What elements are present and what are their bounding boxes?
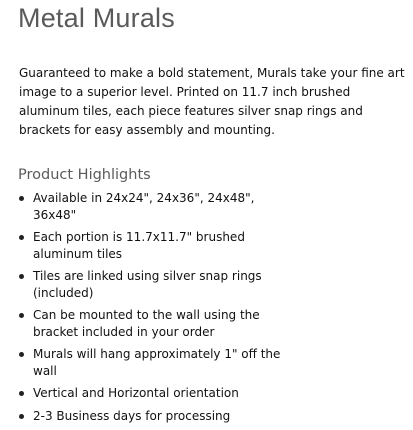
bullet-icon — [19, 196, 24, 201]
list-item-text: 2-3 Business days for processing — [33, 408, 231, 423]
bullet-icon — [19, 274, 24, 279]
list-item-text: Murals will hang approximately 1" off the — [33, 347, 281, 361]
list-item — [0, 408, 280, 425]
list-item-text: aluminum tiles — [33, 246, 123, 261]
list-item — [0, 307, 280, 340]
intro-paragraph — [19, 64, 411, 140]
list-item-text: 36x48" — [33, 207, 77, 222]
list-item-text: bracket included in your order — [33, 324, 215, 339]
list-item-text: Tiles are linked using silver snap rings — [33, 269, 262, 283]
list-item-text: Each portion is 11.7x11.7" brushed — [33, 230, 245, 244]
list-item-text: Can be mounted to the wall using the — [33, 308, 260, 322]
bullet-icon — [19, 414, 24, 419]
list-item — [0, 190, 280, 223]
list-item-text: (included) — [33, 285, 94, 300]
highlights-list — [0, 190, 280, 430]
intro-line: brackets for easy assembly and mounting. — [19, 123, 275, 137]
list-item — [0, 268, 280, 301]
intro-line: Guaranteed to make a bold statement, Murals take your fine art — [19, 66, 405, 80]
bullet-icon — [19, 235, 24, 240]
intro-line: image to a superior level. Printed on 11.7 inch brushed — [19, 85, 351, 99]
bullet-icon — [19, 313, 24, 318]
bullet-icon — [19, 352, 24, 357]
list-item — [0, 385, 280, 402]
bullet-icon — [19, 391, 24, 396]
highlights-heading: Product Highlights — [18, 167, 151, 183]
page-title: Metal Murals — [18, 3, 175, 33]
intro-line: aluminum tiles, each piece features silver snap rings and — [19, 104, 363, 118]
list-item-text: Vertical and Horizontal orientation — [33, 386, 239, 400]
list-item — [0, 229, 280, 262]
list-item-text: wall — [33, 363, 57, 378]
list-item — [0, 346, 280, 379]
list-item-text: Available in 24x24", 24x36", 24x48", — [33, 191, 255, 205]
